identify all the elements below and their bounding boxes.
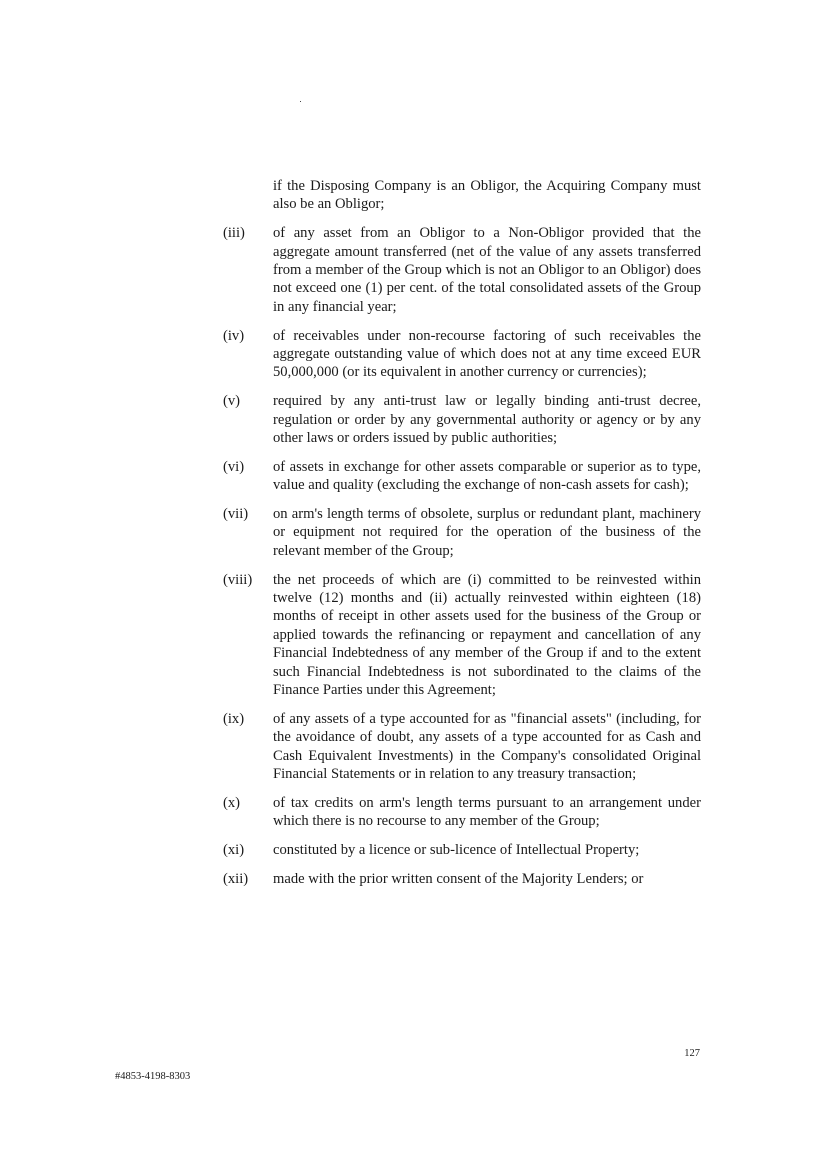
item-text: of tax credits on arm's length terms pursuant to an arrangement under which there is no recourse to any member of the Group;: [273, 794, 701, 830]
list-item: [223, 794, 701, 831]
item-text: of any assets of a type accounted for as "financial assets" (including, for the avoidance of doubt, any assets of a type accounted for as Cash and Cash Equivalent Investments) in the Company's consolidated Original Financial Statements or in relation to any treasury transaction;: [273, 710, 701, 783]
list-item: [223, 327, 701, 382]
list-item: [223, 224, 701, 316]
item-text: of assets in exchange for other assets comparable or superior as to type, value and quality (excluding the exchange of non-cash assets for cash);: [273, 458, 701, 494]
item-text: of any asset from an Obligor to a Non-Obligor provided that the aggregate amount transferred (net of the value of any assets transferred from a member of the Group which is not an Obligor to an Obligor) does not exceed one (1) per cent. of the total consolidated assets of the Group in any financial year;: [273, 225, 701, 315]
item-number: (x): [223, 794, 241, 811]
item-text: made with the prior written consent of the Majority Lenders; or: [273, 870, 644, 887]
item-number: (xi): [223, 842, 245, 859]
item-number: (viii): [223, 571, 253, 588]
list-item: [223, 392, 701, 447]
item-text: constituted by a licence or sub-licence of Intellectual Property;: [273, 842, 640, 859]
document-id: #4853-4198-8303: [115, 1071, 191, 1082]
page-number: 127: [684, 1048, 700, 1059]
list-item: [223, 505, 701, 560]
item-number: (xii): [223, 870, 249, 887]
list-item: [223, 870, 701, 888]
item-number: (v): [223, 393, 241, 410]
list-item: [223, 571, 701, 700]
stray-mark: [300, 101, 301, 102]
item-number: (iv): [223, 327, 245, 344]
item-number: (vi): [223, 458, 245, 475]
item-text: of receivables under non-recourse factoring of such receivables the aggregate outstanding value of which does not at any time exceed EUR 50,000,000 (or its equivalent in another currency or currencies);: [273, 327, 701, 381]
item-number: (iii): [223, 225, 245, 242]
document-body: [223, 177, 701, 899]
item-text: the net proceeds of which are (i) committed to be reinvested within twelve (12) months and (ii) actually reinvested within eighteen (18) months of receipt in other assets used for the business of the Group or applied towards the refinancing or repayment and cancellation of any Financial Indebtedness of any member of the Group if and to the extent such Financial Indebtedness is not subordinated to the claims of the Finance Parties under this Agreement;: [273, 571, 701, 699]
intro-paragraph: if the Disposing Company is an Obligor, the Acquiring Company must also be an Obligor;: [273, 178, 701, 213]
item-number: (ix): [223, 710, 245, 727]
list-item: [223, 710, 701, 784]
item-text: on arm's length terms of obsolete, surplus or redundant plant, machinery or equipment not required for the operation of the business of the relevant member of the Group;: [273, 506, 701, 559]
list-item: [223, 841, 701, 859]
item-number: (vii): [223, 506, 249, 523]
list-item: [223, 458, 701, 495]
item-text: required by any anti-trust law or legally binding anti-trust decree, regulation or order by any governmental authority or agency or by any other laws or orders issued by public authorities;: [273, 393, 701, 447]
